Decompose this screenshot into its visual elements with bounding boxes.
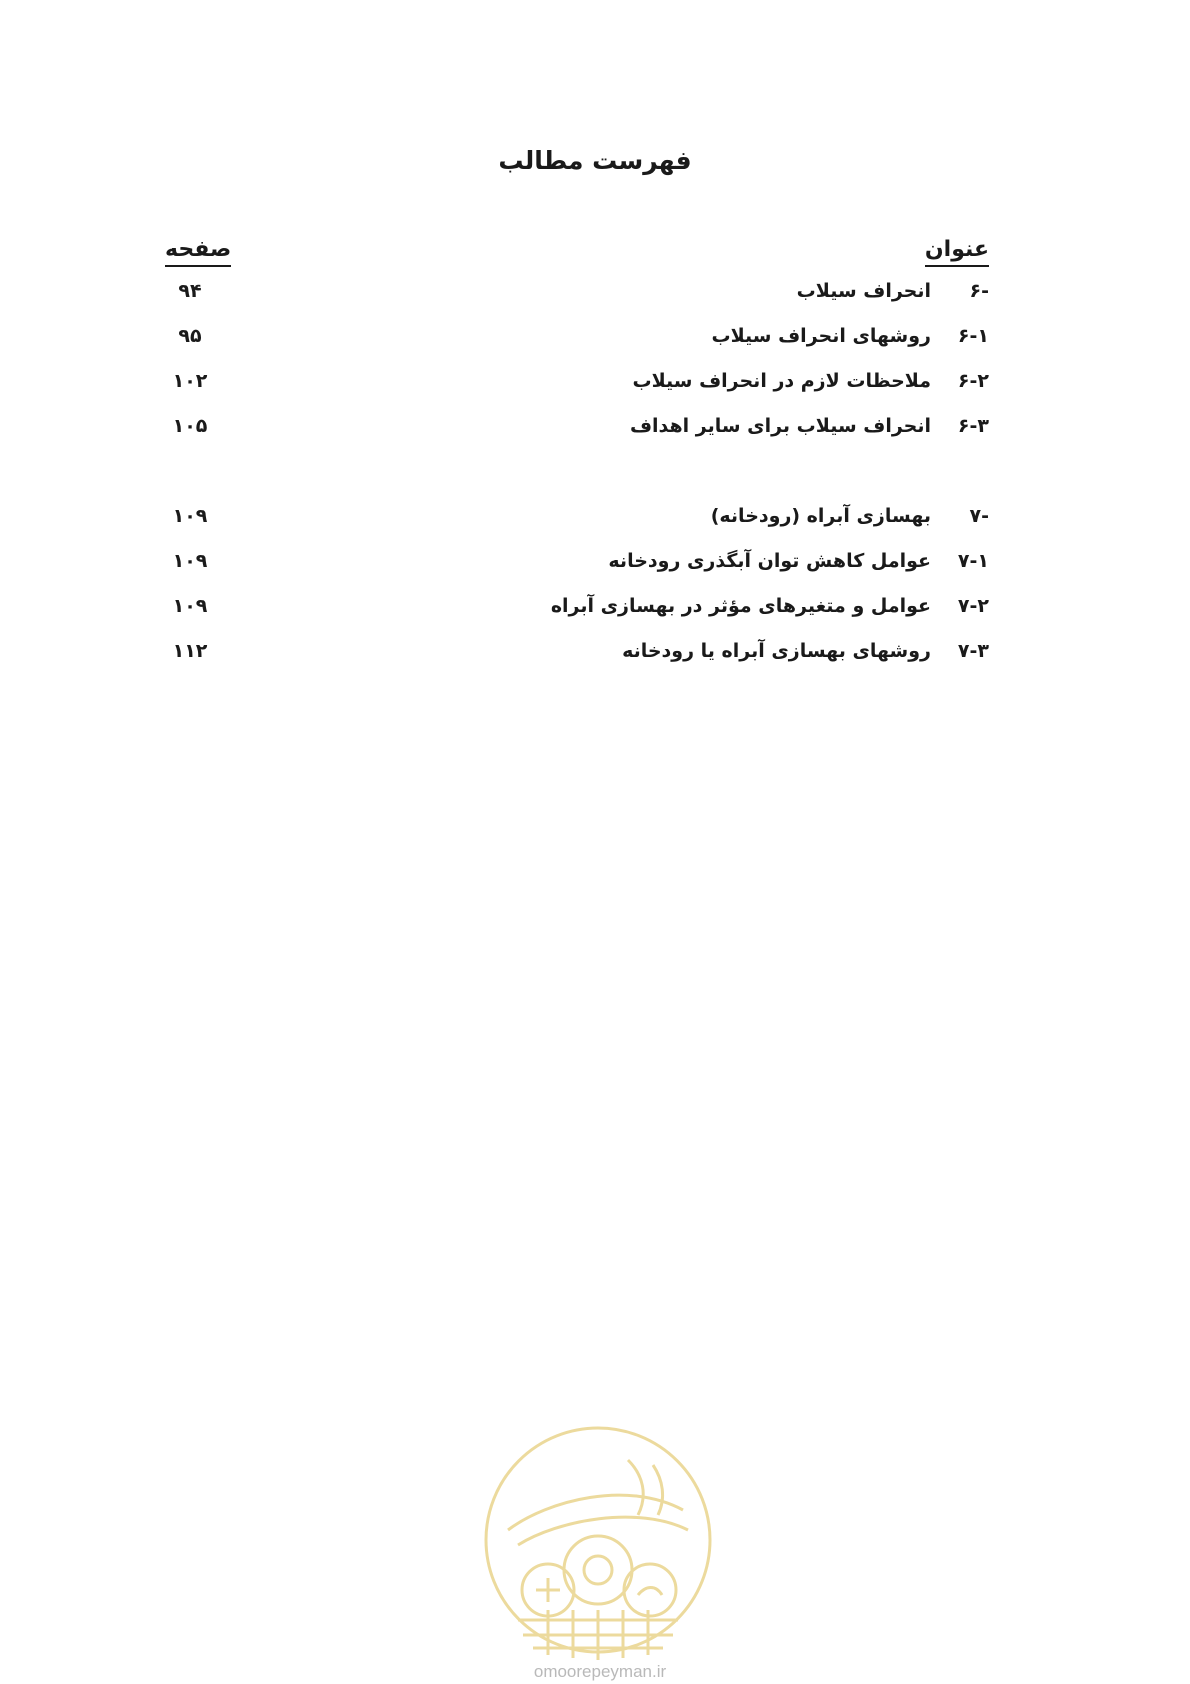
section-number: ۶- <box>969 280 989 302</box>
column-header-title: عنوان <box>925 236 989 267</box>
page-number: ۱۰۹ <box>172 505 208 527</box>
section-number: ۷-۱ <box>957 550 989 572</box>
toc-entry[interactable] <box>150 550 989 595</box>
page-number: ۱۰۹ <box>172 595 208 617</box>
toc-entry[interactable] <box>150 505 989 550</box>
column-header-page: صفحه <box>165 236 231 267</box>
section-title: ملاحظات لازم در انحراف سیلاب <box>632 370 931 392</box>
table-of-contents <box>150 280 989 685</box>
section-number: ۷-۳ <box>957 640 989 662</box>
watermark-logo <box>478 1420 718 1660</box>
section-number: ۷-۲ <box>957 595 989 617</box>
page-number: ۱۰۲ <box>172 370 208 392</box>
page-number: ۱۰۹ <box>172 550 208 572</box>
section-title: عوامل و متغیرهای مؤثر در بهسازی آبراه <box>550 595 931 617</box>
section-title: روشهای بهسازی آبراه یا رودخانه <box>622 640 931 662</box>
toc-entry[interactable] <box>150 595 989 640</box>
toc-entry[interactable] <box>150 370 989 415</box>
page-title: فهرست مطالب <box>498 146 692 175</box>
toc-entry[interactable] <box>150 325 989 370</box>
section-title: روشهای انحراف سیلاب <box>711 325 931 347</box>
toc-entry[interactable] <box>150 415 989 460</box>
section-number: ۶-۱ <box>957 325 989 347</box>
page-number: ۱۱۲ <box>172 640 208 662</box>
watermark-url: omoorepeyman.ir <box>533 1662 667 1681</box>
section-title: بهسازی آبراه (رودخانه) <box>710 505 931 527</box>
watermark-logo-icon <box>478 1420 718 1660</box>
section-title: انحراف سیلاب برای سایر اهداف <box>629 415 931 437</box>
section-number: ۶-۲ <box>957 370 989 392</box>
section-title: انحراف سیلاب <box>796 280 931 302</box>
page-number: ۱۰۵ <box>172 415 208 437</box>
section-number: ۷- <box>969 505 989 527</box>
toc-entry[interactable] <box>150 280 989 325</box>
section-number: ۶-۳ <box>957 415 989 437</box>
page-number: ۹۵ <box>178 325 202 347</box>
section-title: عوامل کاهش توان آبگذری رودخانه <box>608 550 931 572</box>
page-number: ۹۴ <box>178 280 202 302</box>
toc-entry[interactable] <box>150 640 989 685</box>
